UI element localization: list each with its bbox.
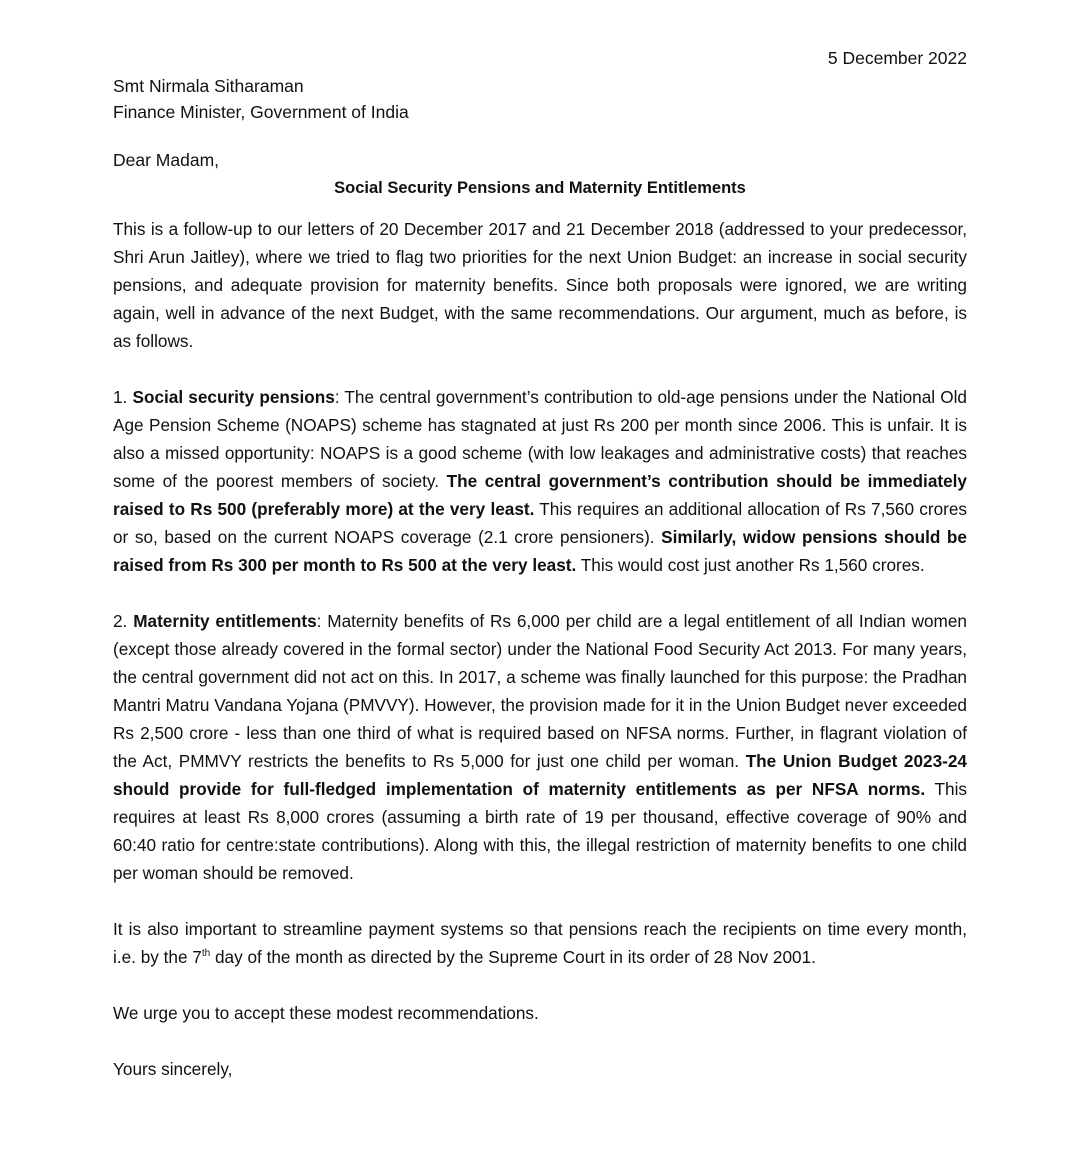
pensions-heading: Social security pensions [132, 387, 335, 407]
pensions-text-2: This requires an additional allocation of Rs 7,560 crores or so, based on the current NOAPS coverage (2.1 crore pensioners). [113, 499, 968, 547]
pensions-paragraph [113, 383, 967, 579]
pensions-number: 1. [113, 387, 128, 407]
recipient-block [113, 73, 409, 125]
payments-text-2: day of the month as directed by the Supreme Court in its order of 28 Nov 2001. [210, 947, 816, 967]
closing: Yours sincerely, [113, 1059, 233, 1079]
maternity-paragraph [113, 607, 967, 887]
pensions-recommendation-1: The central government’s contribution should be immediately raised to Rs 500 (preferably more) at the very least. [113, 471, 967, 519]
recipient-title: Finance Minister, Government of India [113, 102, 409, 122]
pensions-recommendation-2: Similarly, widow pensions should be raised from Rs 300 per month to Rs 500 at the very least. [113, 527, 967, 575]
recipient-name: Smt Nirmala Sitharaman [113, 76, 304, 96]
pensions-text-1: : The central government’s contribution to old-age pensions under the National Old Age Pension Scheme (NOAPS) scheme has stagnated at just Rs 200 per month since 2006. This is unfair. It is also a missed opportunity: NOAPS is a good scheme (with low leakages and administrative costs) that reaches some of the poorest members of society. [113, 387, 967, 491]
pensions-text-3: This would cost just another Rs 1,560 crores. [576, 555, 925, 575]
payments-paragraph [113, 915, 967, 971]
urge-paragraph: We urge you to accept these modest recommendations. [113, 1003, 539, 1023]
payments-text-1: It is also important to streamline payment systems so that pensions reach the recipients on time every month, i.e. by the 7 [113, 919, 967, 967]
maternity-heading: Maternity entitlements [133, 611, 317, 631]
maternity-recommendation: The Union Budget 2023-24 should provide for full-fledged implementation of maternity entitlements as per NFSA norms. [113, 751, 967, 799]
maternity-number: 2. [113, 611, 128, 631]
maternity-text-1: : Maternity benefits of Rs 6,000 per child are a legal entitlement of all Indian women (except those already covered in the formal sector) under the National Food Security Act 2013. For many years, the central government did not act on this. In 2017, a scheme was finally launched for this purpose: the Pradhan Mantri Matru Vandana Yojana (PMVVY). However, the provision made for it in the Union Budget never exceeded Rs 2,500 crore - less than one third of what is required based on NFSA norms. Further, in flagrant violation of the Act, PMMVY restricts the benefits to Rs 5,000 for just one child per woman. [113, 611, 967, 771]
subject-heading: Social Security Pensions and Maternity Entitlements [334, 179, 746, 197]
letter-date: 5 December 2022 [827, 48, 967, 68]
intro-paragraph: This is a follow-up to our letters of 20 December 2017 and 21 December 2018 (addressed to your predecessor, Shri Arun Jaitley), where we tried to flag two priorities for the next Union Budget: an increase in social security pensions, and adequate provision for maternity benefits. Since both proposals were ignored, we are writing again, well in advance of the next Budget, with the same recommendations. Our argument, much as before, is as follows. [113, 219, 967, 351]
payments-superscript: th [201, 948, 211, 959]
letter-body [113, 215, 967, 1083]
salutation: Dear Madam, [113, 150, 220, 170]
maternity-text-2: This requires at least Rs 8,000 crores (assuming a birth rate of 19 per thousand, effective coverage of 90% and 60:40 ratio for centre:state contributions). Along with this, the illegal restriction of maternity benefits to one child per woman should be removed. [113, 779, 967, 883]
